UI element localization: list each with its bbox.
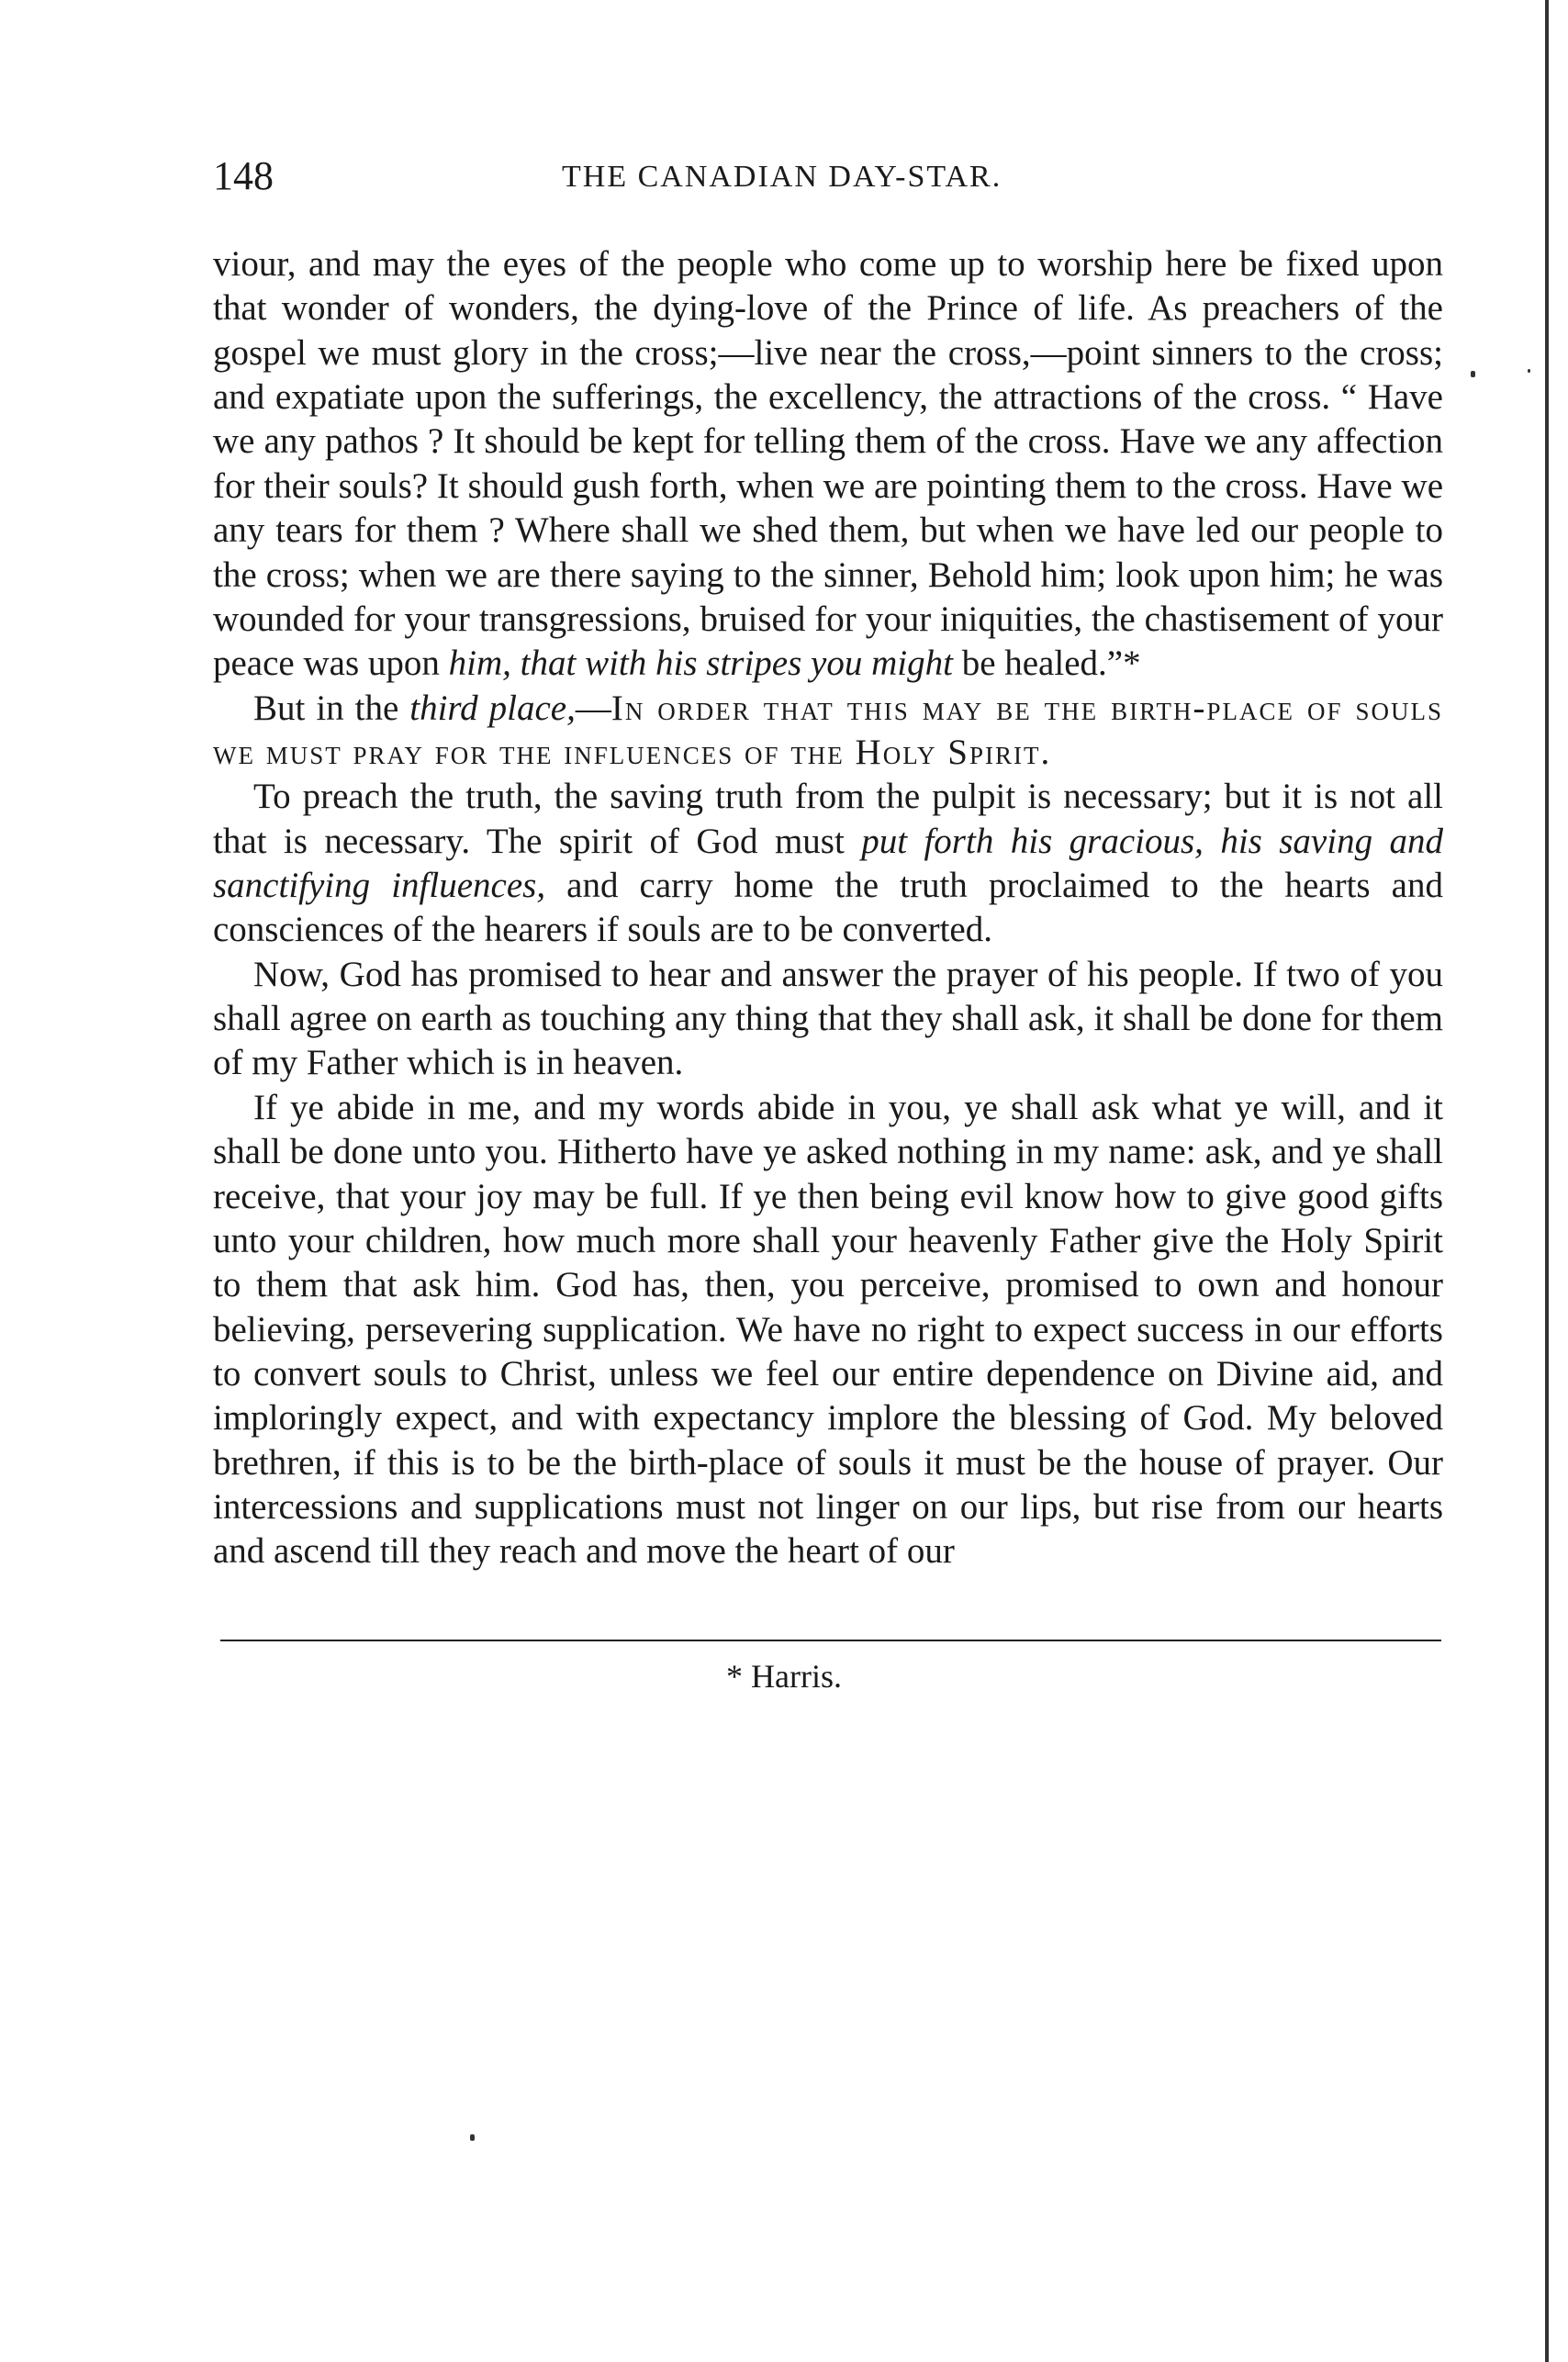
page-header (213, 149, 1443, 204)
text-run: be healed.”* (952, 644, 1141, 684)
text-run: viour, and may the eyes of the people who come up to worship here be fixed upon that wonder of wonders, the dying-love of the Prince of life. As preachers of the gospel we must glory in the cross;—live near the cross,—point sinners to the cross; and expatiate upon the sufferings, the excellency, the attractions of the cross. “ Have we any pathos ? It should be kept for telling them of the cross. Have we any affection for their souls? It should gush forth, when we are pointing them to the cross. Have we any tears for them ? Where shall we shed them, but when we have led our people to the cross; when we are there saying to the sinner, Behold him; look upon him; he was wounded for your transgressions, bruised for your iniquities, the chastisement of your peace was upon (213, 244, 1443, 684)
text-run: To preach the truth, the saving truth from the pulpit is necessary; but it is not all that is necessary. The spirit of God must (213, 777, 1443, 861)
running-head: THE CANADIAN DAY-STAR. (562, 160, 1002, 194)
scan-speck (1471, 371, 1475, 377)
paragraph (213, 775, 1443, 952)
paragraph (213, 953, 1443, 1086)
scan-speck (470, 2134, 475, 2141)
footnote-rule (220, 1640, 1441, 1641)
paragraph (213, 1086, 1443, 1574)
text-run: If ye abide in me, and my words abide in you, ye shall ask what ye will, and it shall be done unto you. Hitherto have ye asked nothing in my name: ask, and ye shall receive, that your joy may be full. If ye then being evil know how to give good gifts unto your children, how much more shall your heavenly Father give the Holy Spirit to them that ask him. God has, then, you perceive, promised to own and honour believing, persevering supplication. We have no right to expect success in our efforts to convert souls to Christ, unless we feel our entire dependence on Divine aid, and imploringly expect, and with expectancy implore the blessing of God. My beloved brethren, if this is to be the birth-place of souls it must be the house of prayer. Our intercessions and supplications must not linger on our lips, but rise from our hearts and ascend till they reach and move the heart of our (213, 1087, 1443, 1572)
paragraph (213, 687, 1443, 776)
small-caps-heading: In order that this may be the birth-place of souls we must pray for the influences of the Holy Spirit. (213, 688, 1443, 772)
scan-margin-line (1545, 0, 1549, 2362)
text-run: Now, God has promised to hear and answer the prayer of his people. If two of you shall agree on earth as touching any thing that they shall ask, it shall be done for them of my Father which is in heaven. (213, 954, 1443, 1083)
footnote: * Harris. (726, 1658, 842, 1695)
text-run: and carry home the truth proclaimed to the hearts and consciences of the hearers if souls are to be converted. (213, 866, 1443, 950)
body-text (213, 242, 1443, 1574)
italic-run: him, that with his stripes you might (448, 644, 953, 684)
page-number: 148 (213, 153, 274, 198)
paragraph (213, 242, 1443, 687)
text-run: — (575, 688, 611, 728)
italic-run: put forth his gracious, his saving and sanctifying influences, (213, 821, 1443, 906)
text-run: But in the (253, 688, 410, 728)
italic-run: third place, (409, 688, 576, 728)
scan-speck (1528, 369, 1530, 373)
